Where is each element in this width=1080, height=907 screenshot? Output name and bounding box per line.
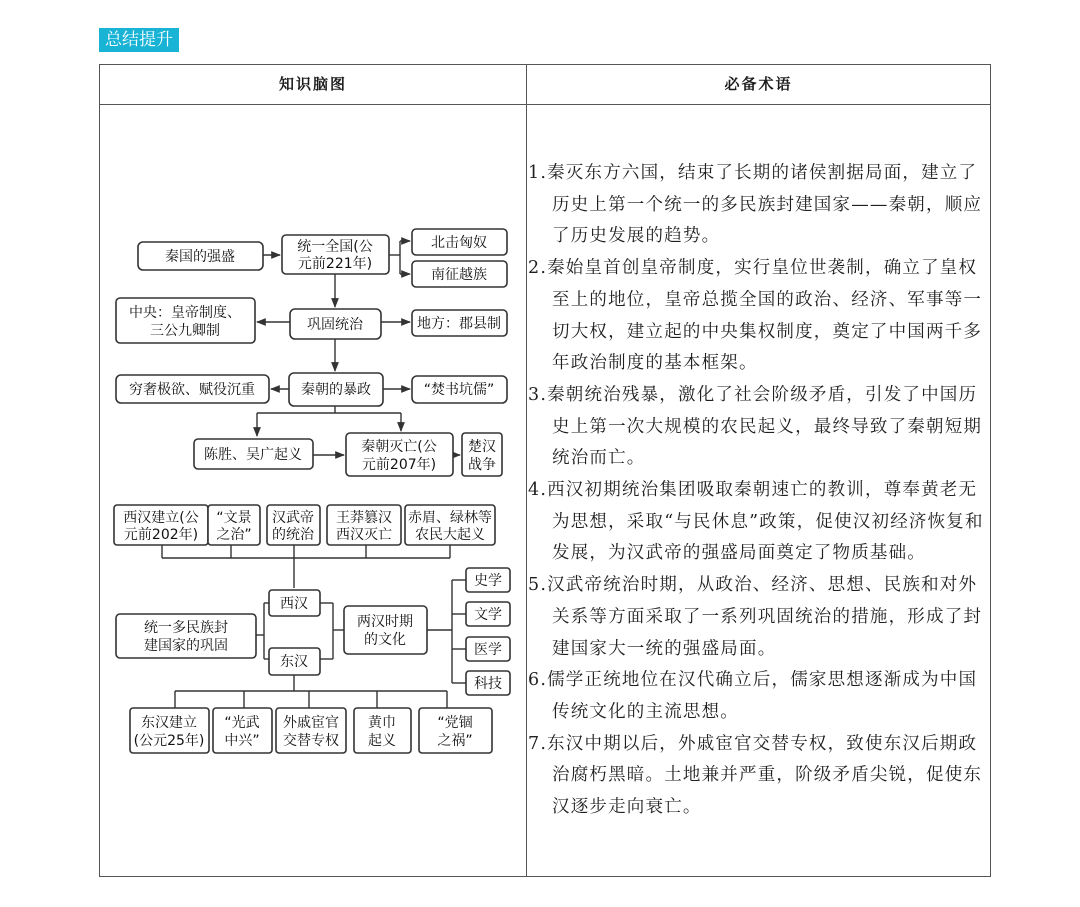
label-chimei-1: 赤眉、绿林等 <box>408 510 492 526</box>
label-consolidate: 巩固统治 <box>307 317 363 333</box>
label-history: 史学 <box>474 573 502 589</box>
label-unify-1: 统一全国(公 <box>297 239 373 255</box>
label-tech: 科技 <box>474 676 502 692</box>
label-extravagance: 穷奢极欲、赋役沉重 <box>129 382 255 398</box>
label-central-1: 中央：皇帝制度、 <box>129 305 241 321</box>
label-guangwu-2: 中兴” <box>224 733 260 749</box>
label-tyranny: 秦朝的暴政 <box>301 382 371 398</box>
term-item: 5.汉武帝统治时期，从政治、经济、思想、民族和对外关系等方面采取了一系列巩固统治的措施，形成了封建国家大一统的强盛局面。 <box>528 575 983 659</box>
label-xh-found-1: 西汉建立(公 <box>123 510 199 526</box>
label-chensheng: 陈胜、吴广起义 <box>204 447 302 463</box>
term-item: 4.西汉初期统治集团吸取秦朝速亡的教训，尊奉黄老无为思想，采取“与民休息”政策，促使汉初经济恢复和发展，为汉武帝的强盛局面奠定了物质基础。 <box>528 480 984 564</box>
label-dh-found-2: (公元25年) <box>133 733 205 749</box>
label-donghan: 东汉 <box>280 654 308 670</box>
right-column-title: 必备术语 <box>724 75 793 93</box>
label-huangjin-1: 黄巾 <box>368 715 396 731</box>
label-qin-fall-2: 元前207年) <box>361 457 437 473</box>
section-tag: 总结提升 <box>99 28 179 52</box>
left-column-title: 知识脑图 <box>278 75 347 93</box>
label-dh-found-1: 东汉建立 <box>141 715 197 731</box>
label-literature: 文学 <box>474 607 502 623</box>
label-local: 地方：郡县制 <box>417 316 501 332</box>
term-item: 6.儒学正统地位在汉代确立后，儒家思想逐渐成为中国传统文化的主流思想。 <box>528 670 978 722</box>
label-wangmang-2: 西汉灭亡 <box>336 527 392 543</box>
label-danggu-2: 之祸” <box>437 733 473 749</box>
label-wenjing-2: 之治” <box>216 527 252 543</box>
label-culture-1: 两汉时期 <box>357 614 413 630</box>
terms-list <box>528 158 990 824</box>
term-item: 7.东汉中期以后，外戚宦官交替专权，致使东汉后期政治腐朽黑暗。土地兼并严重，阶级矛盾尖锐，促使东汉逐步走向衰亡。 <box>528 733 983 818</box>
label-xh-found-2: 元前202年) <box>123 527 199 543</box>
label-wenjing-1: “文景 <box>216 510 252 526</box>
label-guangwu-1: “光武 <box>224 715 260 731</box>
label-unify-2: 元前221年) <box>297 256 373 272</box>
label-south: 南征越族 <box>431 267 487 283</box>
label-wudi-1: 汉武帝 <box>272 510 314 526</box>
label-central-2: 三公九卿制 <box>150 323 220 339</box>
label-culture-2: 的文化 <box>364 632 406 648</box>
label-danggu-1: “党锢 <box>437 715 473 731</box>
label-burning: “焚书坑儒” <box>423 382 495 398</box>
label-waiqi-2: 交替专权 <box>283 733 339 749</box>
label-qin-rise: 秦国的强盛 <box>165 249 235 265</box>
label-huangjin-2: 起义 <box>368 733 396 749</box>
label-waiqi-1: 外戚宦官 <box>283 715 339 731</box>
label-multi-ethnic-2: 建国家的巩固 <box>144 638 228 654</box>
term-item: 1.秦灭东方六国，结束了长期的诸侯割据局面，建立了历史上第一个统一的多民族封建国家——秦朝，顺应了历史发展的趋势。 <box>528 163 983 247</box>
label-chuhan-1: 楚汉 <box>468 439 496 455</box>
label-medicine: 医学 <box>474 642 502 658</box>
label-qin-fall-1: 秦朝灭亡(公 <box>361 439 437 455</box>
term-item: 3.秦朝统治残暴，激化了社会阶级矛盾，引发了中国历史上第一次大规模的农民起义，最终导致了秦朝短期统治而亡。 <box>528 384 983 469</box>
label-xihan: 西汉 <box>280 596 308 612</box>
label-chimei-2: 农民大起义 <box>415 527 485 543</box>
label-multi-ethnic-1: 统一多民族封 <box>144 620 228 636</box>
label-wudi-2: 的统治 <box>272 527 314 543</box>
term-item: 2.秦始皇首创皇帝制度，实行皇位世袭制，确立了皇权至上的地位，皇帝总揽全国的政治、经济、军事等一切大权，建立起的中央集权制度，奠定了中国两千多年政治制度的基本框架。 <box>528 258 983 374</box>
label-chuhan-2: 战争 <box>468 457 496 473</box>
label-north: 北击匈奴 <box>431 235 487 251</box>
label-wangmang-1: 王莽篡汉 <box>336 510 392 526</box>
